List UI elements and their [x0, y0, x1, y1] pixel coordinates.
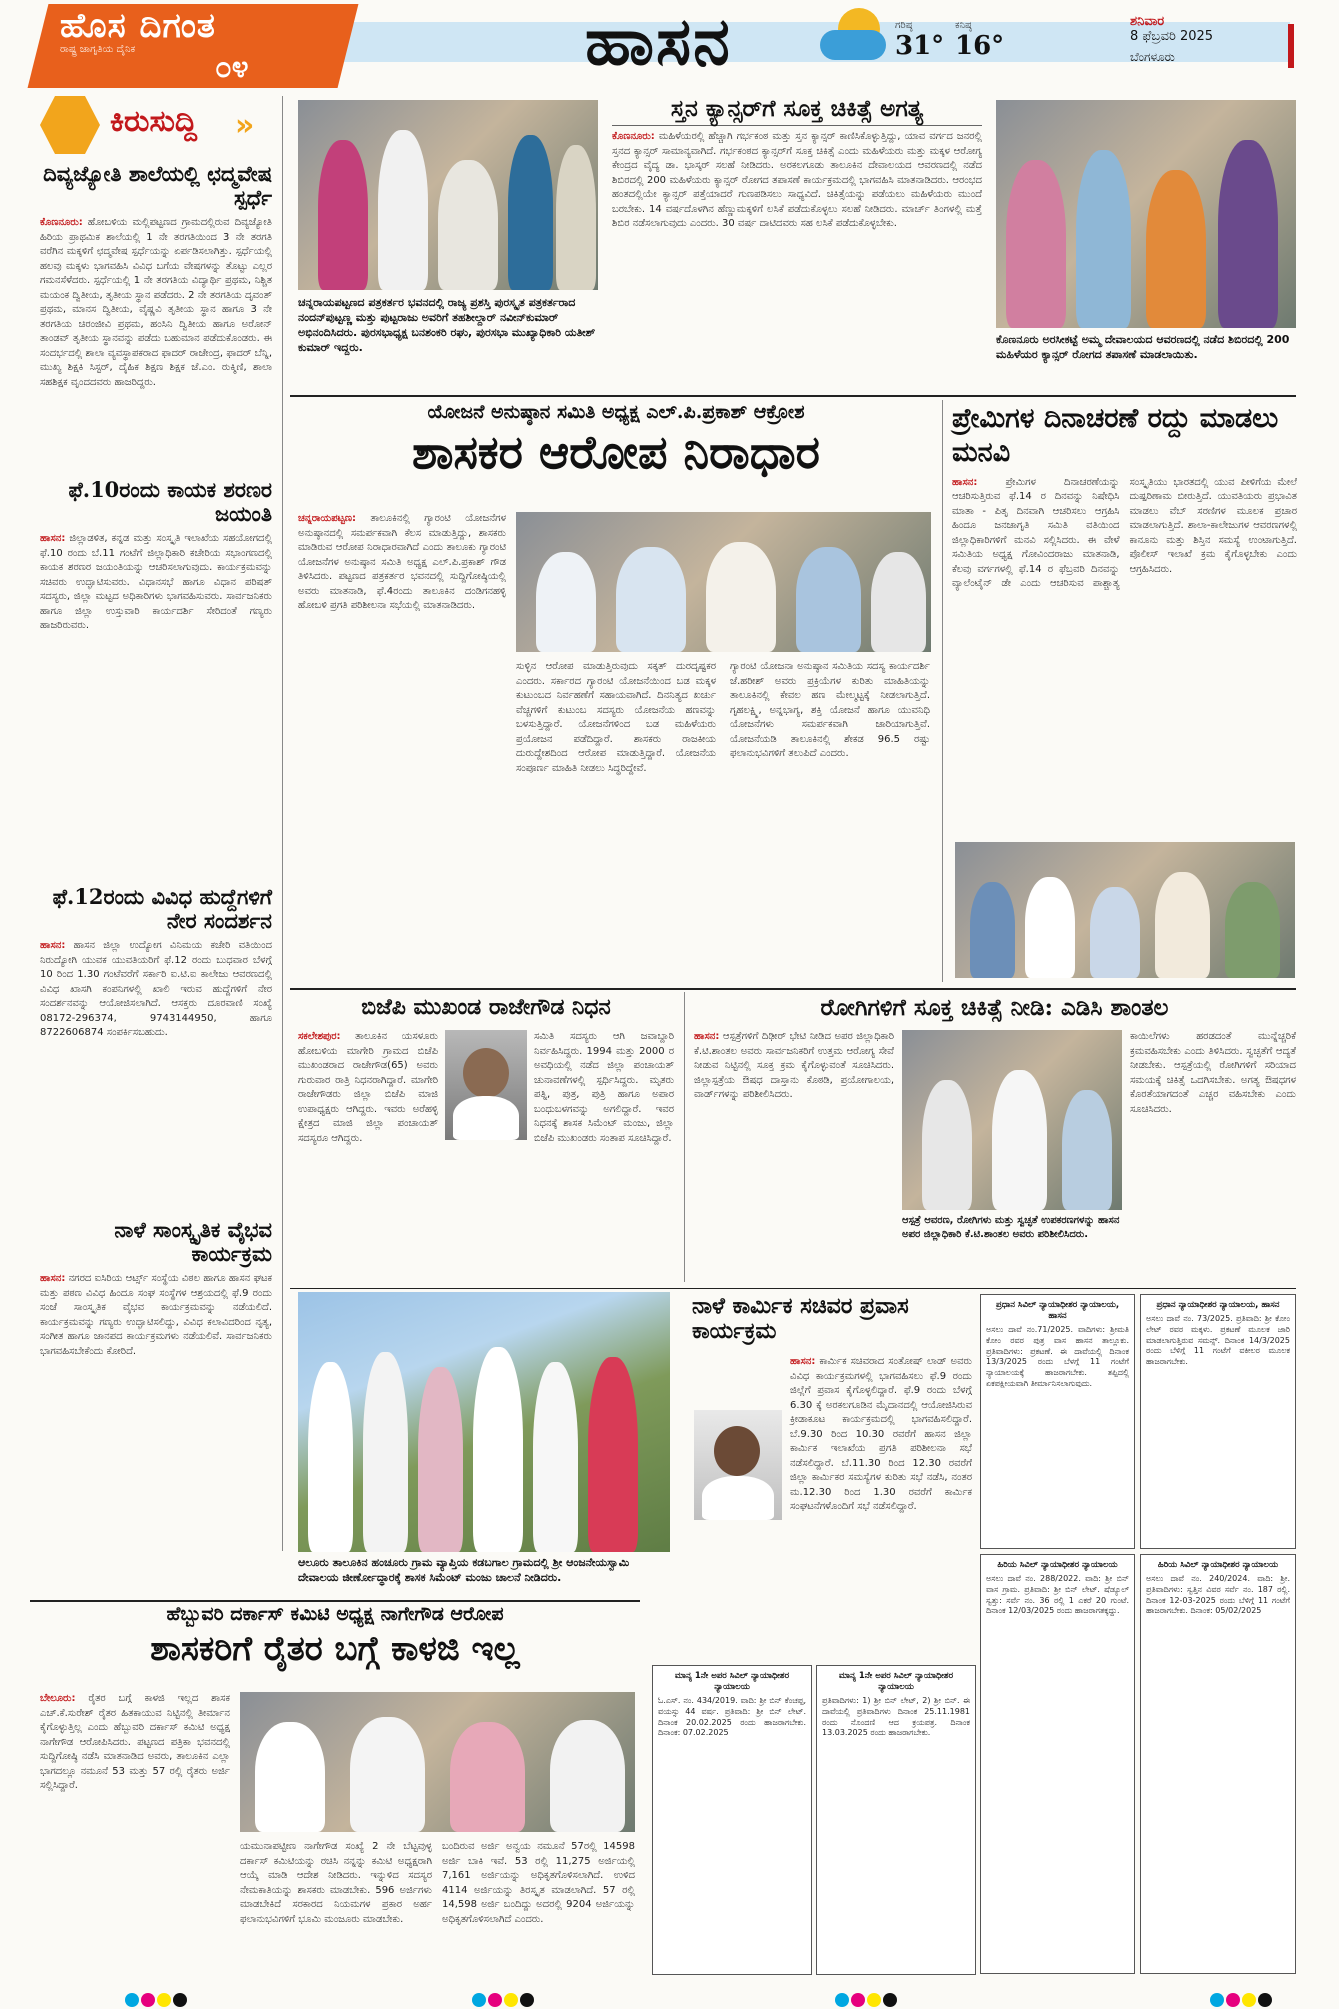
story-body: ಹಾಸನ: ಪ್ರೇಮಿಗಳ ದಿನಾಚರಣೆಯನ್ನು ಆಚರಿಸುತ್ತಿರುವ ಫೆ.14 ರ ದಿನವನ್ನು ನಿಷೇಧಿಸಿ ಮಾತಾ - ಪಿತೃ ದಿನವಾಗಿ ಆಚರಿಸಲು ಆಗ್ರಹಿಸಿ ಹಿಂದೂ ಜನಜಾಗೃತಿ ಸಮಿತಿ ವತಿಯಿಂದ ಜಿಲ್ಲಾಧಿಕಾರಿಗಳಿಗೆ ಮನವಿ ಸಲ್ಲಿಸಿದರು. ಈ ವೇಳೆ ಸಮಿತಿಯ ಅಧ್ಯಕ್ಷ ಗೋವಿಂದರಾಜು ಮಾತನಾಡಿ, ಕೆಲವು ವರ್ಗಗಳಲ್ಲಿ ಫೆ.14 ರ ಫೆಬ್ರವರಿ ದಿನವನ್ನು ವ್ಯಾಲೆಂಟೈನ್ ಡೇ ಎಂದು ಆಚರಿಸುವ ಪಾಶ್ಚಾತ್ಯ ಸಂಸ್ಕೃತಿಯು ಭಾರತದಲ್ಲಿ ಯುವ ಪೀಳಿಗೆಯ ಮೇಲೆ ದುಷ್ಪರಿಣಾಮ ಬೀರುತ್ತಿದೆ. ಯುವತಿಯರು ಪ್ರಭಾವಿತ ಮಾಡಲು ವೆಬ್ ಸರಣಿಗಳ ಮೂಲಕ ಪ್ರಚಾರ ಮಾಡಲಾಗುತ್ತಿದೆ. ಶಾಲಾ-ಕಾಲೇಜುಗಳ ಆವರಣಗಳಲ್ಲಿ ಕಾನೂನು ಮತ್ತು ಶಿಸ್ತಿನ ಸಮಸ್ಯೆ ಉಂಟಾಗುತ್ತಿದೆ. ಪೊಲೀಸ್ ಇಲಾಖೆ ಕ್ರಮ ಕೈಗೊಳ್ಳಬೇಕು ಎಂದು ಆಗ್ರಹಿಸಿದರು.: [952, 476, 1297, 589]
cloud-icon: [820, 30, 886, 60]
brief-3: [40, 885, 272, 1229]
court-notice: ಮಾನ್ಯ 1ನೇ ಅಪರ ಸಿವಿಲ್ ನ್ಯಾಯಾಧೀಶರ ನ್ಯಾಯಾಲಯ ಓ.ಎಸ್. ನಂ. 434/2019. ವಾದಿ: ಶ್ರೀ ಬಿನ್ ಕೆಂಚಪ್ಪ, ವಯಸ್ಸು 44 ವರ್ಷ. ಪ್ರತಿವಾದಿ: ಶ್ರೀ ಬಿನ್ ಲೇಟ್. ದಿನಾಂಕ 20.02.2025 ರಂದು ಹಾಜರಾಗಬೇಕು. ದಿನಾಂಕ: 07.02.2025: [652, 1665, 812, 1975]
adc-story: [692, 995, 1297, 1021]
column-divider: [684, 992, 685, 1282]
edition-name: ಬೆಂಗಳೂರು: [1130, 50, 1175, 64]
story-headline: ಬಿಜೆಪಿ ಮುಖಂಡ ರಾಜೇಗೌಡ ನಿಧನ: [361, 994, 611, 1020]
bottom-body-col3: ಬಂದಿರುವ ಅರ್ಜಿ ಅನ್ವಯ ನಮೂನೆ 57ರಲ್ಲಿ 14598 ಅರ್ಜಿ ಬಾಕಿ ಇವೆ. 53 ರಲ್ಲಿ 11,275 ಅರ್ಜಿಯಲ್ಲಿ 7,161 ಅರ್ಜಿಯನ್ನು ಅಧಿಕೃತಗೊಳಿಸಲಾಗಿದೆ. ಉಳಿದ 4114 ಅರ್ಜಿಯನ್ನು ತಿರಸ್ಕೃತ ಮಾಡಲಾಗಿದೆ. 57 ರಲ್ಲಿ 14,598 ಅರ್ಜಿ ಬಂದಿದ್ದು ಅದರಲ್ಲಿ 9204 ಅರ್ಜಿಯನ್ನು ಅಧಿಕೃತಗೊಳಿಸಲಾಗಿದೆ ಎಂದರು.: [442, 1841, 635, 1925]
section-rule: [290, 988, 1296, 990]
bottom-body-col2: ಯಮುನಾಪಟ್ಟೀ‌ಣ ನಾಗೇಗೌಡ ಸಂಖ್ಯೆ 2 ನೇ ಬೆಟ್ಟವುಳ್ಳ ದರ್ಕಾಸ್ ಕಮಿಟಿಯನ್ನು ರಚಿಸಿ ನನ್ನನ್ನು ಕಮಿಟಿ ಅಧ್ಯಕ್ಷರಾಗಿ ಆಯ್ಕೆ ಮಾಡಿ ಆದೇಶ ನೀಡಿದರು. ಇನ್ನುಳಿದ ಸದಸ್ಯರ ನೇಮಕಾತಿಯನ್ನು ಶಾಸಕರು ಮಾಡಬೇಕು. 596 ಅರ್ಜಿಗಳು ಮಾಡಬೇಕಿದೆ ಸರಕಾರದ ನಿಯಮಗಳ ಪ್ರಕಾರ ಅರ್ಹ ಫಲಾನುಭವಿಗಳಿಗೆ ಭೂಮಿ ಮಂಜೂರು ಮಾಡಬೇಕು.: [240, 1841, 432, 1925]
accent-bar: [1288, 24, 1294, 68]
brief-headline: ನಾಳೆ ಸಾಂಸ್ಕೃತಿಕ ವೈಭವ ಕಾರ್ಯಕ್ರಮ: [114, 1217, 272, 1267]
court-notice: ಪ್ರಧಾನ ಸಿವಿಲ್ ನ್ಯಾಯಾಧೀಶರ ನ್ಯಾಯಾಲಯ, ಹಾಸನ ಅಸಲು ದಾವೆ ನಂ.71/2025. ವಾದಿಗಳು: ಶ್ರೀಮತಿ ಕೋಂ ರವರ ಪುತ್ರ ವಾಸ ಹಾಸನ ತಾಲ್ಲೂಕು. ಪ್ರತಿವಾದಿಗಳು: ಪ್ರಕಟಣೆ. ಈ ದಾವೆಯಲ್ಲಿ ದಿನಾಂಕ 13/3/2025 ರಂದು ಬೆಳಗ್ಗೆ 11 ಗಂಟೆಗೆ ನ್ಯಾಯಾಲಯಕ್ಕೆ ಹಾಜರಾಗಬೇಕು. ತಪ್ಪಿದಲ್ಲಿ ಏಕಪಕ್ಷೀಯವಾಗಿ ತೀರ್ಮಾನಿಸಲಾಗುವುದು.: [980, 1294, 1135, 1549]
story-headline: ರೋಗಿಗಳಿಗೆ ಸೂಕ್ತ ಚಿಕಿತ್ಸೆ ನೀಡಿ: ಎಡಿಸಿ ಶಾಂತಲ: [820, 994, 1169, 1021]
minister-story: [692, 1294, 972, 1345]
adc-body-col2: ಕಾಯಿಲೆಗಳು ಹರಡದಂತೆ ಮುನ್ನೆಚ್ಚರಿಕೆ ಕ್ರಮವಹಿಸಬೇಕು ಎಂದು ತಿಳಿಸಿದರು. ಸ್ವಚ್ಛತೆಗೆ ಆದ್ಯತೆ ನೀಡಬೇಕು. ಆಸ್ಪತ್ರೆಯಲ್ಲಿ ರೋಗಿಗಳಿಗೆ ಸರಿಯಾದ ಸಮಯಕ್ಕೆ ಚಿಕಿತ್ಸೆ ಒದಗಿಸಬೇಕು. ಅಗತ್ಯ ಔಷಧಗಳ ಕೊರತೆಯಾಗದಂತೆ ಎಚ್ಚರ ವಹಿಸಬೇಕು ಎಂದು ಸೂಚಿಸಿದರು.: [1130, 1031, 1296, 1115]
cancer-story: [612, 96, 982, 392]
lead-story: [296, 402, 936, 479]
kirusuddi-label: ಕಿರುಸುದ್ದಿ: [110, 104, 198, 139]
photo-caption: ಚನ್ನರಾಯಪಟ್ಟಣದ ಪತ್ರಕರ್ತರ ಭವನದಲ್ಲಿ ರಾಜ್ಯ ಪ್ರಶಸ್ತಿ ಪುರಸ್ಕೃತ ಪತ್ರಕರ್ತರಾದ ನಂದನ್‌ಪುಟ್ಟಣ್ಣ ಮತ್ತು ಪುಟ್ಟರಾಜು ಅವರಿಗೆ ತಹಶೀಲ್ದಾರ್ ನವೀನ್‌ಕುಮಾರ್ ಅಭಿನಂದಿಸಿದರು. ಪುರಸಭಾಧ್ಯಕ್ಷ ಬನಶಂಕರಿ ರಘು, ಪುರಸಭಾ ಮುಖ್ಯಾಧಿಕಾರಿ ಯತೀಶ್ ಕುಮಾರ್ ಇದ್ದರು.: [298, 296, 596, 354]
bottom-headline: ಶಾಸಕರಿಗೆ ರೈತರ ಬಗ್ಗೆ ಕಾಳಜಿ ಇಲ್ಲ: [150, 1628, 520, 1669]
masthead: [0, 0, 1339, 92]
court-notice: ಪ್ರಧಾನ ನ್ಯಾಯಾಧೀಶರ ನ್ಯಾಯಾಲಯ, ಹಾಸನ ಅಸಲು ದಾವೆ ನಂ. 73/2025. ಪ್ರತಿವಾದಿ: ಶ್ರೀ ಕೋಂ ಲೇಟ್ ರವರ ಮಕ್ಕಳು. ಪ್ರಕಟಣೆ ಮೂಲಕ ಜಾರಿ ಮಾಡಲಾಗುತ್ತಿರುವ ಸಮನ್ಸ್. ದಿನಾಂಕ 14/3/2025 ರಂದು ಬೆಳಿಗ್ಗೆ 11 ಗಂಟೆಗೆ ವಕೀಲರ ಮೂಲಕ ಹಾಜರಾಗಬೇಕು.: [1140, 1294, 1296, 1549]
press-meet-photo: [516, 512, 931, 652]
weekday: ಶನಿವಾರ: [1130, 14, 1165, 29]
registration-marks: [1210, 1992, 1274, 2009]
story-headline: ಸ್ತನ ಕ್ಯಾನ್ಸರ್‌ಗೆ ಸೂಕ್ತ ಚಿಕಿತ್ಸೆ ಅಗತ್ಯ: [612, 96, 982, 126]
court-notice: ಮಾನ್ಯ 1ನೇ ಅಪರ ಸಿವಿಲ್ ನ್ಯಾಯಾಧೀಶರ ನ್ಯಾಯಾಲಯ ಪ್ರತಿವಾದಿಗಳು: 1) ಶ್ರೀ ಬಿನ್ ಲೇಟ್, 2) ಶ್ರೀ ಬಿನ್. ಈ ದಾವೆಯಲ್ಲಿ ಪ್ರತಿವಾದಿಗಳು ದಿನಾಂಕ 25.11.1981 ರಂದು ನೊಂದಣಿ ಆದ ಕ್ರಯಪತ್ರ. ದಿನಾಂಕ 13.03.2025 ರಂದು ಹಾಜರಾಗಬೇಕು.: [816, 1665, 976, 1975]
hospital-inspection-photo: [902, 1030, 1122, 1210]
chevron-right-icon: »: [235, 108, 255, 143]
press-felicitation-photo: [298, 100, 598, 290]
section-rule: [290, 395, 1296, 397]
brief-headline: ಫೆ.12ರಂದು ವಿವಿಧ ಹುದ್ದೆಗಳಿಗೆ ನೇರ ಸಂದರ್ಶನ: [52, 884, 272, 934]
brand-tagline: ರಾಷ್ಟ್ರ ಜಾಗೃತಿಯ ದೈನಿಕ: [60, 44, 136, 55]
brief-body: ಹಾಸನ: ಜಿಲ್ಲಾಡಳಿತ, ಕನ್ನಡ ಮತ್ತು ಸಂಸ್ಕೃತಿ ಇಲಾಖೆಯ ಸಹಯೋಗದಲ್ಲಿ ಫೆ.10 ರಂದು ಬೆ.11 ಗಂಟೆಗೆ ಜಿಲ್ಲಾಧಿಕಾರಿ ಕಚೇರಿಯ ಸಭಾಂಗಣದಲ್ಲಿ ಕಾಯಕ ಶರಣರ ಜಯಂತಿಯನ್ನು ಆಚರಿಸಲಾಗುವುದು. ಕಾರ್ಯಕ್ರಮವನ್ನು ಸಚಿವರು ಉದ್ಘಾಟಿಸುವರು. ವಿಧಾನಸಭೆ ಹಾಗೂ ವಿಧಾನ ಪರಿಷತ್ ಸದಸ್ಯರು, ಜಿಲ್ಲಾ ಮಟ್ಟದ ಅಧಿಕಾರಿಗಳು ಭಾಗವಹಿಸುವರು. ಸಾರ್ವಜನಿಕರು ಹಾಗೂ ಜಿಲ್ಲಾ ಉಸ್ತುವಾರಿ ಕಾರ್ಯದರ್ಶಿ ಸೇರಿದಂತೆ ಗಣ್ಯರು ಹಾಜರಿರುವರು.: [40, 533, 272, 632]
photo-caption: ಕೊಣನೂರು ಅರಸೀಕಟ್ಟೆ ಅಮ್ಮ ದೇವಾಲಯದ ಆವರಣದಲ್ಲಿ ನಡೆದ ಶಿಬಿರದಲ್ಲಿ 200 ಮಹಿಳೆಯರ ಕ್ಯಾನ್ಸರ್ ರೋಗದ ತಪಾಸಣೆ ಮಾಡಲಾಯಿತು.: [996, 333, 1290, 361]
temple-ceremony-photo: [298, 1292, 670, 1552]
issue-date: 8 ಫೆಬ್ರವರಿ 2025: [1130, 29, 1214, 44]
newspaper-logo: [60, 6, 350, 86]
court-notice: ಹಿರಿಯ ಸಿವಿಲ್ ನ್ಯಾಯಾಧೀಶರ ನ್ಯಾಯಾಲಯ ಅಸಲು ದಾವೆ ನಂ. 288/2022. ವಾದಿ: ಶ್ರೀ ಬಿನ್ ವಾಸ ಗ್ರಾಮ. ಪ್ರತಿವಾದಿ: ಶ್ರೀ ಬಿನ್ ಲೇಟ್. ಷೆಡ್ಯೂಲ್ ಸ್ವತ್ತು: ಸರ್ವೆ ನಂ. 36 ರಲ್ಲಿ 1 ಎಕರೆ 20 ಗುಂಟೆ. ದಿನಾಂಕ 12/03/2025 ರಂದು ಹಾಜರಾಗತಕ್ಕದ್ದು.: [980, 1554, 1135, 1974]
dateline-box: [1130, 14, 1270, 65]
obituary-body-col1: ಸಕಲೇಶಪುರ: ತಾಲೂಕಿನ ಯಸಳೂರು ಹೋಬಳಿಯ ಮಾಗೇರಿ ಗ್ರಾಮದ ಬಿಜೆಪಿ ಮುಖಂಡರಾದ ರಾಜೇಗೌಡ(65) ಅವರು ಗುರುವಾರ ರಾತ್ರಿ ನಿಧನರಾಗಿದ್ದಾರೆ. ಮಾಗೇರಿ ರಾಜೇಗೌಡರು ಜಿಲ್ಲಾ ಬಿಜೆಪಿ ಮಾಜಿ ಉಪಾಧ್ಯಕ್ಷರು ಆಗಿದ್ದರು. ಇವರು ಅರೆಹಳ್ಳಿ ಕ್ಷೇತ್ರದ ಮಾಜಿ ಜಿಲ್ಲಾ ಪಂಚಾಯತ್ ಸದಸ್ಯರೂ ಆಗಿದ್ದರು.: [298, 1031, 438, 1144]
max-temperature: ಗರಿಷ್ಠ 31°: [895, 20, 945, 61]
section-rule: [290, 1288, 1296, 1289]
hand-icon: [40, 96, 100, 154]
column-divider: [942, 400, 943, 982]
obituary-story: [296, 995, 676, 1020]
page-number: ೦೪: [215, 50, 249, 85]
registration-marks: [125, 1992, 189, 2009]
brief-body: ಹಾಸನ: ಹಾಸನ ಜಿಲ್ಲಾ ಉದ್ಯೋಗ ವಿನಿಮಯ ಕಚೇರಿ ವತಿಯಿಂದ ನಿರುದ್ಯೋಗಿ ಯುವಕ ಯುವತಿಯರಿಗೆ ಫೆ.12 ರಂದು ಬುಧವಾರ ಬೆಳಗ್ಗೆ 10 ರಿಂದ 1.30 ಗಂಟೆವರೆಗೆ ಸರ್ಕಾರಿ ಐ.ಟಿ.ಐ ಕಾಲೇಜು ಆವರಣದಲ್ಲಿ ವಿವಿಧ ಖಾಸಗಿ ಕಂಪನಿಗಳಲ್ಲಿ ಖಾಲಿ ಇರುವ ಹುದ್ದೆಗಳಿಗೆ ನೇರ ಸಂದರ್ಶನವನ್ನು ಆಯೋಜಿಸಲಾಗಿದೆ. ಆಸಕ್ತರು ದೂರವಾಣಿ ಸಂಖ್ಯೆ 08172-296374, 9743144950, ಹಾಗೂ 8722606874 ಸಂಪರ್ಕಿಸಬಹುದು.: [40, 940, 272, 1039]
brief-2: [40, 478, 272, 862]
memorandum-photo: [955, 842, 1295, 978]
story-headline: ನಾಳೆ ಕಾರ್ಮಿಕ ಸಚಿವರ ಪ್ರವಾಸ ಕಾರ್ಯಕ್ರಮ: [692, 1293, 909, 1345]
brief-body: ಹಾಸನ: ನಗರದ ಐಸಿರಿಯ ಆರ್ಟ್ಸ್ ಸಂಸ್ಥೆಯ ವಿಠಲ ಹಾಗೂ ಹಾಸನ ಘಟಕ ಮತ್ತು ಪಠಣ ವಿವಿಧ ಹಿಂದೂ ಸಂಘ ಸಂಸ್ಥೆಗಳ ಆಶ್ರಯದಲ್ಲಿ ಫೆ.9 ರಂದು ಸಂಜೆ ಸಾಂಸ್ಕೃತಿಕ ವೈಭವ ಕಾರ್ಯಕ್ರಮವನ್ನು ನಡೆಯಲಿದೆ. ಕಾರ್ಯಕ್ರಮವನ್ನು ಗಣ್ಯರು ಉದ್ಘಾಟಿಸಲಿದ್ದು, ವಿವಿಧ ಕಲಾವಿದರಿಂದ ನೃತ್ಯ, ಸಂಗೀತ ಹಾಗೂ ಜಾನಪದ ಕಾರ್ಯಕ್ರಮಗಳು ನಡೆಯಲಿವೆ. ಸಾರ್ವಜನಿಕರು ಭಾಗವಹಿಸಬೇಕೆಂದು ಕೋರಿದೆ.: [40, 1273, 272, 1357]
photo-caption: ಆಲೂರು ತಾಲೂಕಿನ ಹಂಚೂರು ಗ್ರಾಮ ವ್ಯಾಪ್ತಿಯ ಕಡಬಗಾಲ ಗ್ರಾಮದಲ್ಲಿ ಶ್ರೀ ಆಂಜನೇಯಸ್ವಾಮಿ ದೇವಾಲಯ ಜೀರ್ಣೋದ್ಧಾರಕ್ಕೆ ಶಾಸಕ ಸಿಮೆಂಟ್ ಮಂಜು ಚಾಲನೆ ನೀಡಿದರು.: [298, 1556, 630, 1584]
bottom-story: [30, 1604, 640, 1669]
lead-body-col3: ಗ್ಯಾರಂಟಿ ಯೋಜನಾ ಅನುಷ್ಠಾನ ಸಮಿತಿಯ ಸದಸ್ಯ ಕಾರ್ಯದರ್ಶಿ ಜೆ.ಹರೀಶ್ ಅವರು ಪ್ರಕ್ರಿಯೆಗಳ ಕುರಿತು ಮಾಹಿತಿಯನ್ನು ತಾಲೂಕಿನಲ್ಲಿ ಕೇವಲ ಹಣ ಮೇಲ್ಮಟ್ಟಕ್ಕೆ ನೀಡಲಾಗುತ್ತಿದೆ. ಗೃಹಲಕ್ಷ್ಮಿ, ಅನ್ನಭಾಗ್ಯ, ಶಕ್ತಿ ಯೋಜನೆ ಹಾಗೂ ಯುವನಿಧಿ ಯೋಜನೆಗಳು ಸಮರ್ಪಕವಾಗಿ ಜಾರಿಯಾಗುತ್ತಿವೆ. ಯೋಜನೆಯಡಿ ತಾಲೂಕಿನಲ್ಲಿ ಶೇಕಡ 96.5 ರಷ್ಟು ಫಲಾನುಭವಿಗಳಿಗೆ ತಲುಪಿದೆ ಎಂದರು.: [730, 661, 930, 759]
minister-body: ಹಾಸನ: ಕಾರ್ಮಿಕ ಸಚಿವರಾದ ಸಂತೋಷ್ ಲಾಡ್ ಅವರು ವಿವಿಧ ಕಾರ್ಯಕ್ರಮಗಳಲ್ಲಿ ಭಾಗವಹಿಸಲು ಫೆ.9 ರಂದು ಜಿಲ್ಲೆಗೆ ಪ್ರವಾಸ ಕೈಗೊಳ್ಳಲಿದ್ದಾರೆ. ಫೆ.9 ರಂದು ಬೆಳಗ್ಗೆ 6.30 ಕ್ಕೆ ಅರಕಲಗೂಡಿನ ಮೈದಾನದಲ್ಲಿ ಆಯೋಜಿಸಿರುವ ಕ್ರೀಡಾಕೂಟ ಕಾರ್ಯಕ್ರಮದಲ್ಲಿ ಭಾಗವಹಿಸಲಿದ್ದಾರೆ. ಬೆ.9.30 ರಿಂದ 10.30 ರವರೆಗೆ ಹಾಸನ ಜಿಲ್ಲಾ ಕಾರ್ಮಿಕ ಇಲಾಖೆಯ ಪ್ರಗತಿ ಪರಿಶೀಲನಾ ಸಭೆ ನಡೆಸಲಿದ್ದಾರೆ. ಬೆ.11.30 ರಿಂದ 12.30 ರವರೆಗೆ ಜಿಲ್ಲಾ ಕಾರ್ಮಿಕರ ಸಮಸ್ಯೆಗಳ ಕುರಿತು ಸಭೆ ನಡೆಸಿ, ನಂತರ ಮ.12.30 ರಿಂದ 1.30 ರವರೆಗೆ ಕಾರ್ಮಿಕ ಸಂಘಟನೆಗಳೊಂದಿಗೆ ಸಭೆ ನಡೆಸಲಿದ್ದಾರೆ.: [790, 1356, 972, 1512]
brief-4: [40, 1218, 272, 1562]
lead-kicker: ಯೋಜನೆ ಅನುಷ್ಠಾನ ಸಮಿತಿ ಅಧ್ಯಕ್ಷ ಎಲ್.ಪಿ.ಪ್ರಕಾಶ್ ಆಕ್ರೋಶ: [427, 401, 805, 423]
section-rule: [30, 1600, 640, 1602]
portrait-photo: [445, 1030, 527, 1140]
column-divider: [282, 96, 283, 1551]
brief-body: ಕೊಣನೂರು: ಹೋಬಳಿಯ ಮಲ್ಲಿಪಟ್ಟಣದ ಗ್ರಾಮದಲ್ಲಿರುವ ದಿವ್ಯಜ್ಯೋತಿ ಹಿರಿಯ ಪ್ರಾಥಮಿಕ ಶಾಲೆಯಲ್ಲಿ 1 ನೇ ತರಗತಿಯಿಂದ 3 ನೇ ತರಗತಿ ವರೆಗಿನ ಮಕ್ಕಳಿಗೆ ಛದ್ಮವೇಷ ಸ್ಪರ್ಧೆಯನ್ನು ಏರ್ಪಡಿಸಲಾಗಿತ್ತು. ಸ್ಪರ್ಧೆಯಲ್ಲಿ ಹಲವು ಮಕ್ಕಳು ಭಾಗವಹಿಸಿ ವಿವಿಧ ಬಗೆಯ ವೇಷಗಳನ್ನು ತೊಟ್ಟು ಎಲ್ಲರ ಗಮನಸೆಳೆದರು. ಸ್ಪರ್ಧೆಯಲ್ಲಿ 1 ನೇ ತರಗತಿಯ ವಿದ್ಯಾರ್ಥಿ ಪ್ರಥಮ, ನಿಶ್ಚಿತ ಮಯಂಕ ದ್ವಿತೀಯ, ತೃತೀಯ ಸ್ಥಾನ ಪಡೆದರು. 2 ನೇ ತರಗತಿಯ ದೃವಂತ್ ಪ್ರಥಮ, ಮಾನಸ ದ್ವಿತೀಯ, ವೈಷ್ಣವಿ ತೃತೀಯ ಸ್ಥಾನ ಹಾಗೂ 3 ನೇ ತರಗತಿಯ ಚಿರಂಜೀವಿ ಪ್ರಥಮ, ಹಂಸಿನಿ ದ್ವಿತೀಯ ಹಾಗೂ ಅರೋನ್ ತಾಂಡವ್ ತೃತೀಯ ಸ್ಥಾನವನ್ನು ಪಡೆದು ಬಹುಮಾನ ಪಡೆದುಕೊಂಡರು. ಈ ಸಂದರ್ಭದಲ್ಲಿ ಶಾಲಾ ವ್ಯವಸ್ಥಾಪಕರಾದ ಫಾದರ್ ರಾಜೇಂದ್ರ, ಫಾದರ್ ಬೆನ್ನಿ, ಮುಖ್ಯ ಶಿಕ್ಷಕಿ ಸಿಸ್ಟರ್, ದೈಹಿಕ ಶಿಕ್ಷಣ ಶಿಕ್ಷಕ ಜೆ.ಎಂ. ರುಕ್ಮಿಣಿ, ಶಾಲಾ ಸಹಶಿಕ್ಷಕ ವೃಂದದವರು ಹಾಜರಿದ್ದರು.: [40, 217, 272, 388]
bottom-body-col1: ಬೇಲೂರು: ರೈತರ ಬಗ್ಗೆ ಕಾಳಜಿ ಇಲ್ಲದ ಶಾಸಕ ಎಚ್.ಕೆ.ಸುರೇಶ್ ರೈತರ ಹಿತಕಾಯುವ ನಿಟ್ಟಿನಲ್ಲಿ ತೀರ್ಮಾನ ಕೈಗೊಳ್ಳುತ್ತಿಲ್ಲ ಎಂದು ಹೆಬ್ಬುವರಿ ದರ್ಕಾಸ್ ಕಮಿಟಿ ಅಧ್ಯಕ್ಷ ನಾಗೇಗೌಡ ಆರೋಪಿಸಿದರು. ಪಟ್ಟಣದ ಪತ್ರಿಕಾ ಭವನದಲ್ಲಿ ಸುದ್ದಿಗೋಷ್ಠಿ ನಡೆಸಿ ಮಾತನಾಡಿದ ಅವರು, ತಾಲೂಕಿನ ಎಲ್ಲಾ ಭಾಗದಲ್ಲೂ ನಮೂನೆ 53 ಮತ್ತು 57 ರಲ್ಲಿ ರೈತರು ಅರ್ಜಿ ಸಲ್ಲಿಸಿದ್ದಾರೆ.: [40, 1693, 230, 1791]
court-notice: ಹಿರಿಯ ಸಿವಿಲ್ ನ್ಯಾಯಾಧೀಶರ ನ್ಯಾಯಾಲಯ ಅಸಲು ದಾವೆ ನಂ. 240/2024. ವಾದಿ: ಶ್ರೀ. ಪ್ರತಿವಾದಿಗಳು: ಸ್ವತ್ತಿನ ವಿವರ ಸರ್ವೆ ನಂ. 187 ರಲ್ಲಿ. ದಿನಾಂಕ 12-03-2025 ರಂದು ಬೆಳಿಗ್ಗೆ 11 ಗಂಟೆಗೆ ಹಾಜರಾಗಬೇಕು. ದಿನಾಂಕ: 05/02/2025: [1140, 1554, 1296, 1974]
brand-name: ಹೊಸ ದಿಗಂತ: [60, 6, 216, 46]
adc-body-col1: ಹಾಸನ: ಆಸ್ಪತ್ರೆಗಳಿಗೆ ದಿಢೀರ್ ಭೇಟಿ ನೀಡಿದ ಅಪರ ಜಿಲ್ಲಾಧಿಕಾರಿ ಕೆ.ಟಿ.ಶಾಂತಲ ಅವರು ಸಾರ್ವಜನಿಕರಿಗೆ ಉತ್ತಮ ಆರೋಗ್ಯ ಸೇವೆ ನೀಡುವ ನಿಟ್ಟಿನಲ್ಲಿ ಸೂಕ್ತ ಕ್ರಮ ಕೈಗೊಳ್ಳುವಂತೆ ಸೂಚಿಸಿದರು. ಜಿಲ್ಲಾಸ್ಪತ್ರೆಯ ಔಷಧ ದಾಸ್ತಾನು ಕೊಠಡಿ, ಪ್ರಯೋಗಾಲಯ, ವಾರ್ಡ್‌ಗಳನ್ನು ಪರಿಶೀಲಿಸಿದರು.: [694, 1031, 894, 1100]
lead-body-col1: ಚನ್ನರಾಯಪಟ್ಟಣ: ತಾಲೂಕಿನಲ್ಲಿ ಗ್ಯಾರಂಟಿ ಯೋಜನೆಗಳ ಅನುಷ್ಠಾನದಲ್ಲಿ ಸಮರ್ಪಕವಾಗಿ ಕೆಲಸ ಮಾಡುತ್ತಿದ್ದು, ಶಾಸಕರು ಮಾಡಿರುವ ಆರೋಪ ನಿರಾಧಾರವಾಗಿದೆ ಎಂದು ತಾಲೂಕು ಗ್ಯಾರಂಟಿ ಯೋಜನೆಗಳ ಅನುಷ್ಠಾನ ಸಮಿತಿ ಅಧ್ಯಕ್ಷ ಎಲ್.ಪಿ.ಪ್ರಕಾಶ್ ಗೌಡ ತಿಳಿಸಿದರು. ಪಟ್ಟಣದ ಪತ್ರಕರ್ತರ ಭವನದಲ್ಲಿ ಸುದ್ದಿಗೋಷ್ಠಿಯಲ್ಲಿ ಅವರು ಮಾತನಾಡಿ, ಫೆ.4ರಂದು ತಾಲೂಕಿನ ದಂಡಿಗನಹಳ್ಳಿ ಹೋಬಳಿ ಪ್ರಗತಿ ಪರಿಶೀಲನಾ ಸಭೆಯಲ್ಲಿ ಮಾತನಾಡಿದರು.: [298, 513, 506, 611]
obituary-body-cont: [445, 1148, 527, 1280]
lead-body-col2: ಸುಳ್ಳಿನ ಆರೋಪ ಮಾಡುತ್ತಿರುವುದು ಸಕ್ಕತ್ ದುರದೃಷ್ಟಕರ ಎಂದರು. ಸರ್ಕಾರದ ಗ್ಯಾರಂಟಿ ಯೋಜನೆಯಿಂದ ಬಡ ಮಕ್ಕಳ ಕುಟುಂಬದ ನಿರ್ವಹಣೆಗೆ ಸಹಾಯವಾಗಿದೆ. ದಿನನಿತ್ಯದ ಖರ್ಚು ವೆಚ್ಚಗಳಿಗೆ ಕುಟುಂಬ ಸದಸ್ಯರು ಯೋಜನೆಯ ಹಣವನ್ನು ಬಳಸುತ್ತಿದ್ದಾರೆ. ಯೋಜನೆಗಳಿಂದ ಬಡ ಮಹಿಳೆಯರು ಪ್ರಯೋಜನ ಪಡೆದಿದ್ದಾರೆ. ಶಾಸಕರು ರಾಜಕೀಯ ದುರುದ್ದೇಶದಿಂದ ಆರೋಪ ಮಾಡುತ್ತಿದ್ದಾರೆ. ಯೋಜನೆಯ ಸಂಪೂರ್ಣ ಮಾಹಿತಿ ನೀಡಲು ಸಿದ್ಧರಿದ್ದೇವೆ.: [516, 661, 716, 774]
brief-1: [40, 162, 272, 466]
valentine-story: [952, 402, 1297, 836]
brief-headline: ದಿವ್ಯಜ್ಯೋತಿ ಶಾಲೆಯಲ್ಲಿ ಛದ್ಮವೇಷ ಸ್ಪರ್ಧೆ: [43, 161, 272, 211]
registration-marks: [835, 1992, 899, 2009]
photo-caption: ಆಸ್ಪತ್ರೆ ಆವರಣ, ರೋಗಿಗಳು ಮತ್ತು ಸ್ವಚ್ಛತೆ ಉಪಕರಣಗಳನ್ನು ಹಾಸನ ಅಪರ ಜಿಲ್ಲಾಧಿಕಾರಿ ಕೆ.ಟಿ.ಶಾಂತಲ ಅವರು ಪರಿಶೀಲಿಸಿದರು.: [902, 1215, 1120, 1240]
story-body: ಕೊಣನೂರು: ಮಹಿಳೆಯರಲ್ಲಿ ಹೆಚ್ಚಾಗಿ ಗರ್ಭಕಂಠ ಮತ್ತು ಸ್ತನ ಕ್ಯಾನ್ಸರ್ ಕಾಣಿಸಿಕೊಳ್ಳುತ್ತಿದ್ದು, ಯಾವ ವರ್ಗದ ಜನರಲ್ಲಿ ಸ್ತನದ ಕ್ಯಾನ್ಸರ್ ಸಾಮಾನ್ಯವಾಗಿದೆ. ಗರ್ಭಕಂಠದ ಕ್ಯಾನ್ಸರ್‌ಗೆ ಸೂಕ್ತ ಚಿಕಿತ್ಸೆ ಎಂದು ಮಹಿಳೆಯರು ಮತ್ತು ಮಕ್ಕಳ ಆರೋಗ್ಯ ಕೇಂದ್ರದ ವೈದ್ಯ ಡಾ. ಭಾಸ್ಕರ್ ಸಲಹೆ ನೀಡಿದರು. ಅರಕಲಗೂಡು ತಾಲೂಕಿನ ದೇವಾಲಯದ ಆವರಣದಲ್ಲಿ ನಡೆದ ಶಿಬಿರದಲ್ಲಿ 200 ಮಹಿಳೆಯರು ಕ್ಯಾನ್ಸರ್ ರೋಗದ ತಪಾಸಣೆ ಕಾರ್ಯಕ್ರಮದಲ್ಲಿ ಭಾಗವಹಿಸಿ ಮಾತನಾಡಿದರು. ಆರಂಭದ ಹಂತದಲ್ಲಿಯೇ ಕ್ಯಾನ್ಸರ್ ಪತ್ತೆಯಾದರೆ ಗುಣಪಡಿಸಲು ಸಾಧ್ಯವಿದೆ. ಚಿಕಿತ್ಸೆಯನ್ನು ಪಡೆಯಲು ಮಹಿಳೆಯರು ಮುಂದೆ ಬರಬೇಕು. 14 ವರ್ಷದೊಳಗಿನ ಹೆಣ್ಣುಮಕ್ಕಳಿಗೆ ಲಸಿಕೆ ಪಡೆದುಕೊಳ್ಳಲು ಸಲಹೆ ನೀಡಿದರು. ಮಾರ್ಚ್ ತಿಂಗಳಲ್ಲಿ ಮತ್ತೆ ಶಿಬಿರ ನಡೆಸಲಾಗುವುದು ಎಂದರು. 30 ವರ್ಷ ದಾಟಿದವರು ಸಹ ಲಸಿಕೆ ಪಡೆದುಕೊಳ್ಳಬೇಕು.: [612, 131, 982, 230]
min-temperature: ಕನಿಷ್ಠ 16°: [955, 20, 1005, 61]
story-headline: ಪ್ರೇಮಿಗಳ ದಿನಾಚರಣೆ ರದ್ದು ಮಾಡಲು ಮನವಿ: [952, 403, 1279, 468]
bottom-kicker: ಹೆಬ್ಬುವರಿ ದರ್ಕಾಸ್ ಕಮಿಟಿ ಅಧ್ಯಕ್ಷ ನಾಗೇಗೌಡ ಆರೋಪ: [166, 1603, 504, 1625]
city-name: ಹಾಸನ: [585, 2, 732, 80]
cancer-camp-photo: [996, 100, 1296, 328]
lead-headline: ಶಾಸಕರ ಆರೋಪ ನಿರಾಧಾರ: [412, 424, 820, 479]
farmer-pressmeet-photo: [240, 1692, 635, 1832]
registration-marks: [472, 1992, 536, 2009]
brief-headline: ಫೆ.10ರಂದು ಕಾಯಕ ಶರಣರ ಜಯಂತಿ: [68, 477, 272, 527]
obituary-body-col2: ಸಮಿತಿ ಸದಸ್ಯರು ಆಗಿ ಜವಾಬ್ದಾರಿ ನಿರ್ವಹಿಸಿದ್ದರು. 1994 ಮತ್ತು 2000 ರ ಅವಧಿಯಲ್ಲಿ ನಡೆದ ಜಿಲ್ಲಾ ಪಂಚಾಯತ್ ಚುನಾವಣೆಗಳಲ್ಲಿ ಸ್ಪರ್ಧಿಸಿದ್ದರು. ಮೃತರು ಪತ್ನಿ, ಪುತ್ರ, ಪುತ್ರಿ ಹಾಗೂ ಅಪಾರ ಬಂಧುಬಳಗವನ್ನು ಅಗಲಿದ್ದಾರೆ. ಇವರ ನಿಧನಕ್ಕೆ ಶಾಸಕ ಸಿಮೆಂಟ್ ಮಂಜು, ಜಿಲ್ಲಾ ಬಿಜೆಪಿ ಮುಖಂಡರು ಸಂತಾಪ ಸೂಚಿಸಿದ್ದಾರೆ.: [534, 1031, 674, 1144]
